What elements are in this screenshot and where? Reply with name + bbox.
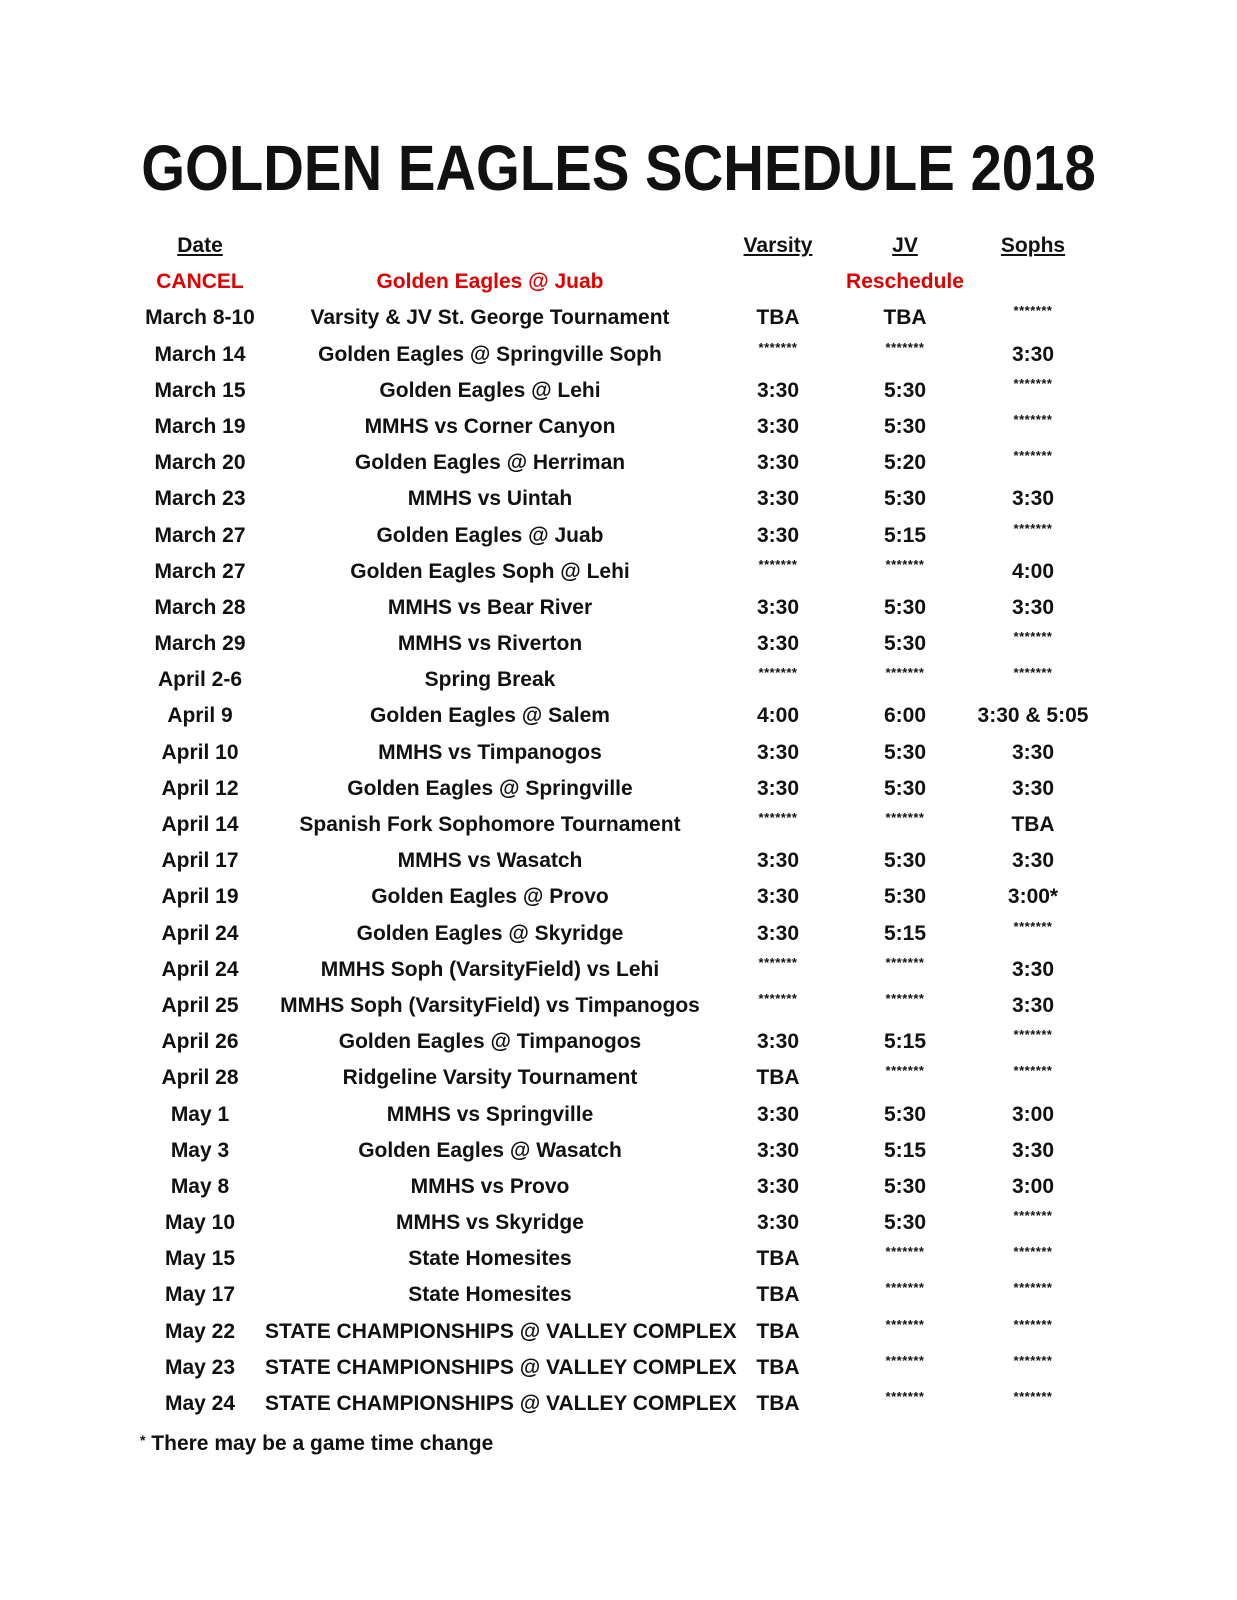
- row-sophs-time: 3:30: [1011, 1138, 1055, 1162]
- row-date: May 8: [170, 1174, 230, 1198]
- row-event: State Homesites: [408, 1283, 572, 1307]
- row-date: April 24: [161, 957, 239, 981]
- table-row: [0, 1133, 1237, 1169]
- row-jv-time: 5:30: [883, 1174, 927, 1198]
- row-event: STATE CHAMPIONSHIPS @ VALLEY COMPLEX: [265, 1355, 737, 1379]
- row-sophs-time: 3:30: [1011, 487, 1055, 511]
- row-sophs-time: *******: [1013, 520, 1053, 536]
- row-varsity-time: 3:30: [756, 1030, 800, 1054]
- table-row: [0, 879, 1237, 915]
- row-sophs-time: 3:30: [1011, 849, 1055, 873]
- row-varsity-time: *******: [758, 339, 798, 355]
- reschedule-label: Reschedule: [846, 270, 964, 294]
- row-jv-time: 5:30: [883, 595, 927, 619]
- table-row: [0, 952, 1237, 988]
- row-event: Spanish Fork Sophomore Tournament: [299, 813, 681, 836]
- table-header-row: [0, 228, 1237, 264]
- row-jv-time: 5:30: [883, 378, 927, 402]
- row-date: March 27: [154, 559, 246, 583]
- row-jv-time: *******: [885, 810, 925, 825]
- row-event: MMHS vs Provo: [410, 1174, 570, 1198]
- row-varsity-time: 3:30: [756, 414, 800, 438]
- row-event: MMHS Soph (VarsityField) vs Timpanogos: [280, 993, 700, 1017]
- row-date: April 9: [167, 704, 233, 728]
- row-varsity-time: *******: [758, 990, 798, 1006]
- row-date: May 24: [164, 1392, 236, 1415]
- row-varsity-time: 4:00: [756, 704, 800, 728]
- row-sophs-time: *******: [1013, 1352, 1053, 1368]
- row-jv-time: 5:30: [883, 849, 927, 873]
- row-event: STATE CHAMPIONSHIPS @ VALLEY COMPLEX: [265, 1392, 737, 1415]
- row-event: MMHS vs Corner Canyon: [364, 414, 616, 438]
- row-jv-time: 5:30: [883, 487, 927, 511]
- row-jv-time: *******: [885, 1352, 925, 1368]
- footnote-marker: *: [140, 1432, 146, 1448]
- table-row: [0, 1169, 1237, 1205]
- row-varsity-time: TBA: [756, 306, 800, 330]
- row-jv-time: TBA: [883, 306, 927, 330]
- row-sophs-time: 3:00: [1011, 1174, 1055, 1198]
- row-date: March 8-10: [145, 306, 255, 330]
- row-event: Golden Eagles @ Salem: [370, 704, 610, 728]
- row-jv-time: *******: [885, 1389, 925, 1404]
- schedule-table: [0, 228, 1237, 1422]
- table-row: [0, 662, 1237, 698]
- row-event: Golden Eagles @ Springville: [347, 776, 633, 800]
- row-event: MMHS vs Wasatch: [397, 849, 583, 873]
- row-date: March 14: [154, 342, 246, 366]
- row-jv-time: *******: [885, 990, 925, 1006]
- row-date: April 10: [161, 740, 239, 764]
- row-sophs-time: *******: [1013, 1389, 1053, 1404]
- row-date: April 19: [161, 885, 239, 909]
- row-date: April 17: [161, 849, 239, 873]
- row-varsity-time: TBA: [756, 1066, 800, 1090]
- row-varsity-time: TBA: [756, 1319, 800, 1343]
- row-sophs-time: *******: [1013, 1208, 1053, 1224]
- row-varsity-time: TBA: [756, 1247, 800, 1271]
- footnote-text: There may be a game time change: [151, 1432, 494, 1455]
- row-date: May 15: [164, 1247, 236, 1271]
- row-date: March 19: [154, 414, 246, 438]
- row-jv-time: 5:15: [883, 921, 927, 945]
- row-sophs-time: *******: [1013, 411, 1053, 427]
- row-varsity-time: 3:30: [756, 1211, 800, 1235]
- row-date: April 25: [161, 993, 239, 1017]
- row-jv-time: *******: [885, 1244, 925, 1260]
- row-event: Golden Eagles @ Provo: [371, 885, 609, 909]
- row-jv-time: 5:30: [883, 1102, 927, 1126]
- row-event: MMHS vs Timpanogos: [378, 740, 602, 764]
- row-date: May 22: [164, 1319, 236, 1343]
- row-event: MMHS vs Riverton: [397, 632, 583, 656]
- row-sophs-time: 3:30 & 5:05: [977, 704, 1089, 728]
- row-jv-time: 5:30: [883, 885, 927, 909]
- row-sophs-time: *******: [1013, 1316, 1053, 1332]
- table-row: [0, 1060, 1237, 1096]
- table-row: [0, 1277, 1237, 1313]
- row-event: Golden Eagles @ Wasatch: [358, 1138, 622, 1162]
- row-jv-time: *******: [885, 665, 925, 681]
- row-date: April 12: [161, 776, 239, 800]
- row-event: Golden Eagles Soph @ Lehi: [350, 559, 630, 583]
- row-varsity-time: 3:30: [756, 632, 800, 656]
- row-sophs-time: *******: [1013, 1244, 1053, 1260]
- row-event: Golden Eagles @ Juab: [376, 523, 604, 547]
- row-date: April 28: [161, 1066, 239, 1090]
- row-jv-time: 5:20: [883, 451, 927, 475]
- row-sophs-time: 4:00: [1011, 559, 1055, 583]
- table-row: [0, 445, 1237, 481]
- table-row: [0, 698, 1237, 734]
- row-date: April 26: [161, 1030, 239, 1054]
- row-event: MMHS Soph (VarsityField) vs Lehi: [320, 957, 660, 981]
- row-sophs-time: *******: [1013, 1027, 1053, 1043]
- row-event: Ridgeline Varsity Tournament: [342, 1066, 638, 1090]
- row-sophs-time: *******: [1013, 448, 1053, 464]
- row-jv-time: 5:30: [883, 632, 927, 656]
- row-sophs-time: 3:30: [1011, 595, 1055, 619]
- row-date: March 20: [154, 451, 246, 475]
- row-date: March 29: [154, 632, 246, 656]
- row-date: May 1: [170, 1102, 230, 1126]
- row-varsity-time: 3:30: [756, 378, 800, 402]
- table-row: [0, 590, 1237, 626]
- schedule-rows: [0, 300, 1237, 1422]
- row-sophs-time: 3:30: [1011, 740, 1055, 764]
- row-date: April 14: [161, 813, 239, 836]
- row-varsity-time: 3:30: [756, 523, 800, 547]
- row-varsity-time: 3:30: [756, 1174, 800, 1198]
- row-date: April 2-6: [157, 668, 243, 692]
- table-row: [0, 554, 1237, 590]
- row-jv-time: 5:15: [883, 1138, 927, 1162]
- row-event: MMHS vs Bear River: [387, 595, 593, 619]
- page-title: GOLDEN EAGLES SCHEDULE 2018: [141, 132, 1096, 204]
- row-date: March 15: [154, 378, 246, 402]
- row-sophs-time: *******: [1013, 629, 1053, 645]
- table-row: [0, 300, 1237, 336]
- table-row: [0, 1350, 1237, 1386]
- row-jv-time: 5:15: [883, 523, 927, 547]
- table-row: [0, 481, 1237, 517]
- row-sophs-time: 3:00: [1011, 1102, 1055, 1126]
- table-row: [0, 1097, 1237, 1133]
- row-sophs-time: *******: [1013, 665, 1053, 681]
- row-varsity-time: 3:30: [756, 595, 800, 619]
- table-row: [0, 1241, 1237, 1277]
- footnote: [140, 1432, 493, 1456]
- row-event: MMHS vs Skyridge: [396, 1211, 584, 1235]
- cancel-row: [0, 264, 1237, 300]
- table-row: [0, 409, 1237, 445]
- table-row: [0, 807, 1237, 843]
- row-event: Golden Eagles @ Herriman: [354, 451, 626, 475]
- row-jv-time: 5:30: [883, 1211, 927, 1235]
- row-event: State Homesites: [408, 1247, 572, 1271]
- table-row: [0, 626, 1237, 662]
- row-date: March 27: [154, 523, 246, 547]
- row-jv-time: *******: [885, 954, 925, 970]
- row-jv-time: *******: [885, 1316, 925, 1332]
- table-row: [0, 518, 1237, 554]
- row-event: Spring Break: [424, 668, 556, 692]
- row-varsity-time: 3:30: [756, 849, 800, 873]
- table-row: [0, 373, 1237, 409]
- row-event: Golden Eagles @ Lehi: [379, 378, 601, 402]
- row-date: May 3: [170, 1138, 230, 1162]
- header-sophs: Sophs: [1000, 234, 1066, 257]
- row-event: Golden Eagles @ Springville Soph: [318, 342, 662, 366]
- row-date: May 23: [164, 1355, 236, 1379]
- row-date: March 23: [154, 487, 246, 511]
- row-sophs-time: 3:30: [1011, 342, 1055, 366]
- table-row: [0, 1024, 1237, 1060]
- row-jv-time: *******: [885, 339, 925, 355]
- row-varsity-time: *******: [758, 556, 798, 572]
- row-sophs-time: TBA: [1011, 813, 1055, 836]
- row-event: Golden Eagles @ Timpanogos: [338, 1030, 642, 1054]
- row-event: MMHS vs Springville: [386, 1102, 594, 1126]
- header-varsity: Varsity: [743, 234, 813, 257]
- row-event: STATE CHAMPIONSHIPS @ VALLEY COMPLEX: [265, 1319, 737, 1343]
- row-varsity-time: *******: [758, 665, 798, 681]
- row-varsity-time: 3:30: [756, 1138, 800, 1162]
- row-varsity-time: TBA: [756, 1283, 800, 1307]
- row-date: April 24: [161, 921, 239, 945]
- table-row: [0, 916, 1237, 952]
- row-sophs-time: 3:30: [1011, 957, 1055, 981]
- table-row: [0, 1314, 1237, 1350]
- row-jv-time: 5:30: [883, 414, 927, 438]
- table-row: [0, 1386, 1237, 1422]
- row-event: Golden Eagles @ Skyridge: [356, 921, 624, 945]
- row-sophs-time: *******: [1013, 1063, 1053, 1079]
- row-event: Varsity & JV St. George Tournament: [310, 306, 670, 330]
- row-jv-time: 5:30: [883, 740, 927, 764]
- row-jv-time: *******: [885, 1280, 925, 1296]
- row-varsity-time: 3:30: [756, 885, 800, 909]
- row-sophs-time: *******: [1013, 918, 1053, 934]
- cancel-label: CANCEL: [156, 270, 244, 294]
- row-varsity-time: *******: [758, 810, 798, 825]
- row-jv-time: 5:30: [883, 776, 927, 800]
- table-row: [0, 771, 1237, 807]
- row-varsity-time: 3:30: [756, 487, 800, 511]
- row-sophs-time: *******: [1013, 1280, 1053, 1296]
- table-row: [0, 843, 1237, 879]
- table-row: [0, 337, 1237, 373]
- header-date: Date: [177, 234, 223, 257]
- table-row: [0, 988, 1237, 1024]
- row-jv-time: 6:00: [883, 704, 927, 728]
- row-sophs-time: *******: [1013, 375, 1053, 391]
- cancel-event: Golden Eagles @ Juab: [376, 270, 604, 294]
- row-date: May 10: [164, 1211, 236, 1235]
- row-date: March 28: [154, 595, 246, 619]
- row-varsity-time: TBA: [756, 1355, 800, 1379]
- row-varsity-time: *******: [758, 954, 798, 970]
- row-jv-time: *******: [885, 1063, 925, 1079]
- row-event: MMHS vs Uintah: [407, 487, 573, 511]
- table-row: [0, 1205, 1237, 1241]
- header-jv: JV: [892, 234, 918, 257]
- row-jv-time: *******: [885, 556, 925, 572]
- row-date: May 17: [164, 1283, 236, 1307]
- row-sophs-time: 3:30: [1011, 776, 1055, 800]
- row-jv-time: 5:15: [883, 1030, 927, 1054]
- row-sophs-time: 3:30: [1011, 993, 1055, 1017]
- row-varsity-time: TBA: [756, 1392, 800, 1415]
- table-row: [0, 735, 1237, 771]
- row-varsity-time: 3:30: [756, 740, 800, 764]
- row-varsity-time: 3:30: [756, 451, 800, 475]
- row-sophs-time: 3:00*: [1007, 885, 1059, 909]
- row-sophs-time: *******: [1013, 303, 1053, 319]
- row-varsity-time: 3:30: [756, 776, 800, 800]
- row-varsity-time: 3:30: [756, 1102, 800, 1126]
- row-varsity-time: 3:30: [756, 921, 800, 945]
